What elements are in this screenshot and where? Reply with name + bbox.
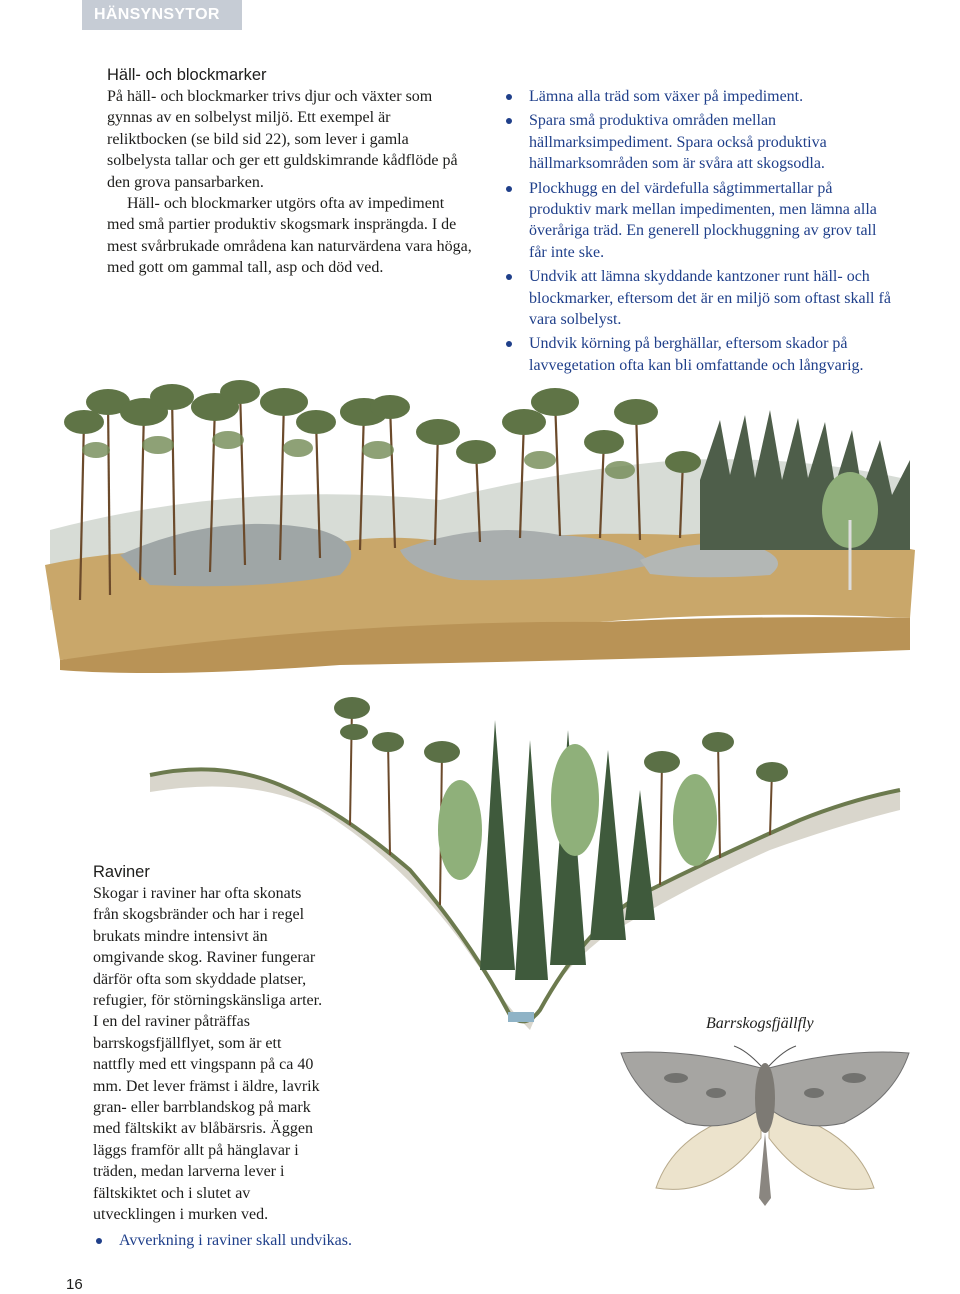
raviner-title: Raviner [93, 863, 150, 881]
moth-caption: Barrskogsfjällfly [706, 1015, 814, 1032]
hall-bullet-item: Spara små produktiva områden mellan hällmarksimpediment. Spara också produktiva hällmarksområden som är svåra att skogsodla. [503, 110, 898, 174]
page-number: 16 [66, 1276, 83, 1293]
hall-text-column [107, 65, 472, 279]
hall-paragraph-1: På häll- och blockmarker trivs djur och växter som gynnas av en solbelyst miljö. Ett exempel är reliktbocken (se bild sid 22), som lever i gamla solbelysta tallar och ger ett guldskimrande kådflöde på den grova pansarbarken. [107, 88, 458, 191]
raviner-paragraph: Skogar i raviner har ofta skonats från skogsbränder och har i regel brukats mindre intensivt än omgivande skog. Raviner fungerar därför ofta som skyddade platser, refugier, för störningskänsliga arter. I en del raviner påträffas barrskogsfjällflyet, som är ett nattfly med ett vingspann på ca 40 mm. Det lever främst i äldre, lavrik gran- eller barrblandskog på mark med fältskikt av blåbärsris. Äggen läggs framför allt på hänglavar i träden, medan larverna lever i fältskiktet och i slutet av utvecklingen i murken ved. [93, 885, 323, 1224]
raviner-text-block [93, 862, 493, 1254]
raviner-bullet-item: Avverkning i raviner skall undvikas. [93, 1230, 493, 1251]
landscape-illustration [40, 360, 920, 690]
hall-bullet-item: Undvik körning på berghällar, eftersom skador på lavvegetation ofta kan bli omfattande och långvarig. [503, 333, 898, 376]
section-header-tab [82, 0, 242, 30]
section-label: HÄNSYNSYTOR [94, 6, 220, 23]
hall-bullet-item: Plockhugg en del värdefulla sågtimmertallar på produktiv mark mellan impedimenten, men lämna alla överåriga träd. En generell plockhuggning av grov tall får inte ske. [503, 178, 898, 264]
hall-bullet-item: Lämna alla träd som växer på impediment. [503, 86, 898, 107]
hall-title: Häll- och blockmarker [107, 66, 267, 84]
hall-advice-column [503, 86, 898, 379]
hall-bullet-list [503, 86, 898, 376]
raviner-bullet-list [93, 1230, 493, 1251]
hall-paragraph-2: Häll- och blockmarker utgörs ofta av impediment med små partier produktiv skogsmark insprängda. I de mest svårbrukade områdena kan naturvärdena vara höga, med gott om gammal tall, asp och död ved. [107, 195, 472, 277]
moth-illustration [616, 1038, 914, 1210]
hall-bullet-item: Undvik att lämna skyddande kantzoner runt häll- och blockmarker, eftersom det är en miljö som oftast skall få vara solbelyst. [503, 266, 898, 330]
